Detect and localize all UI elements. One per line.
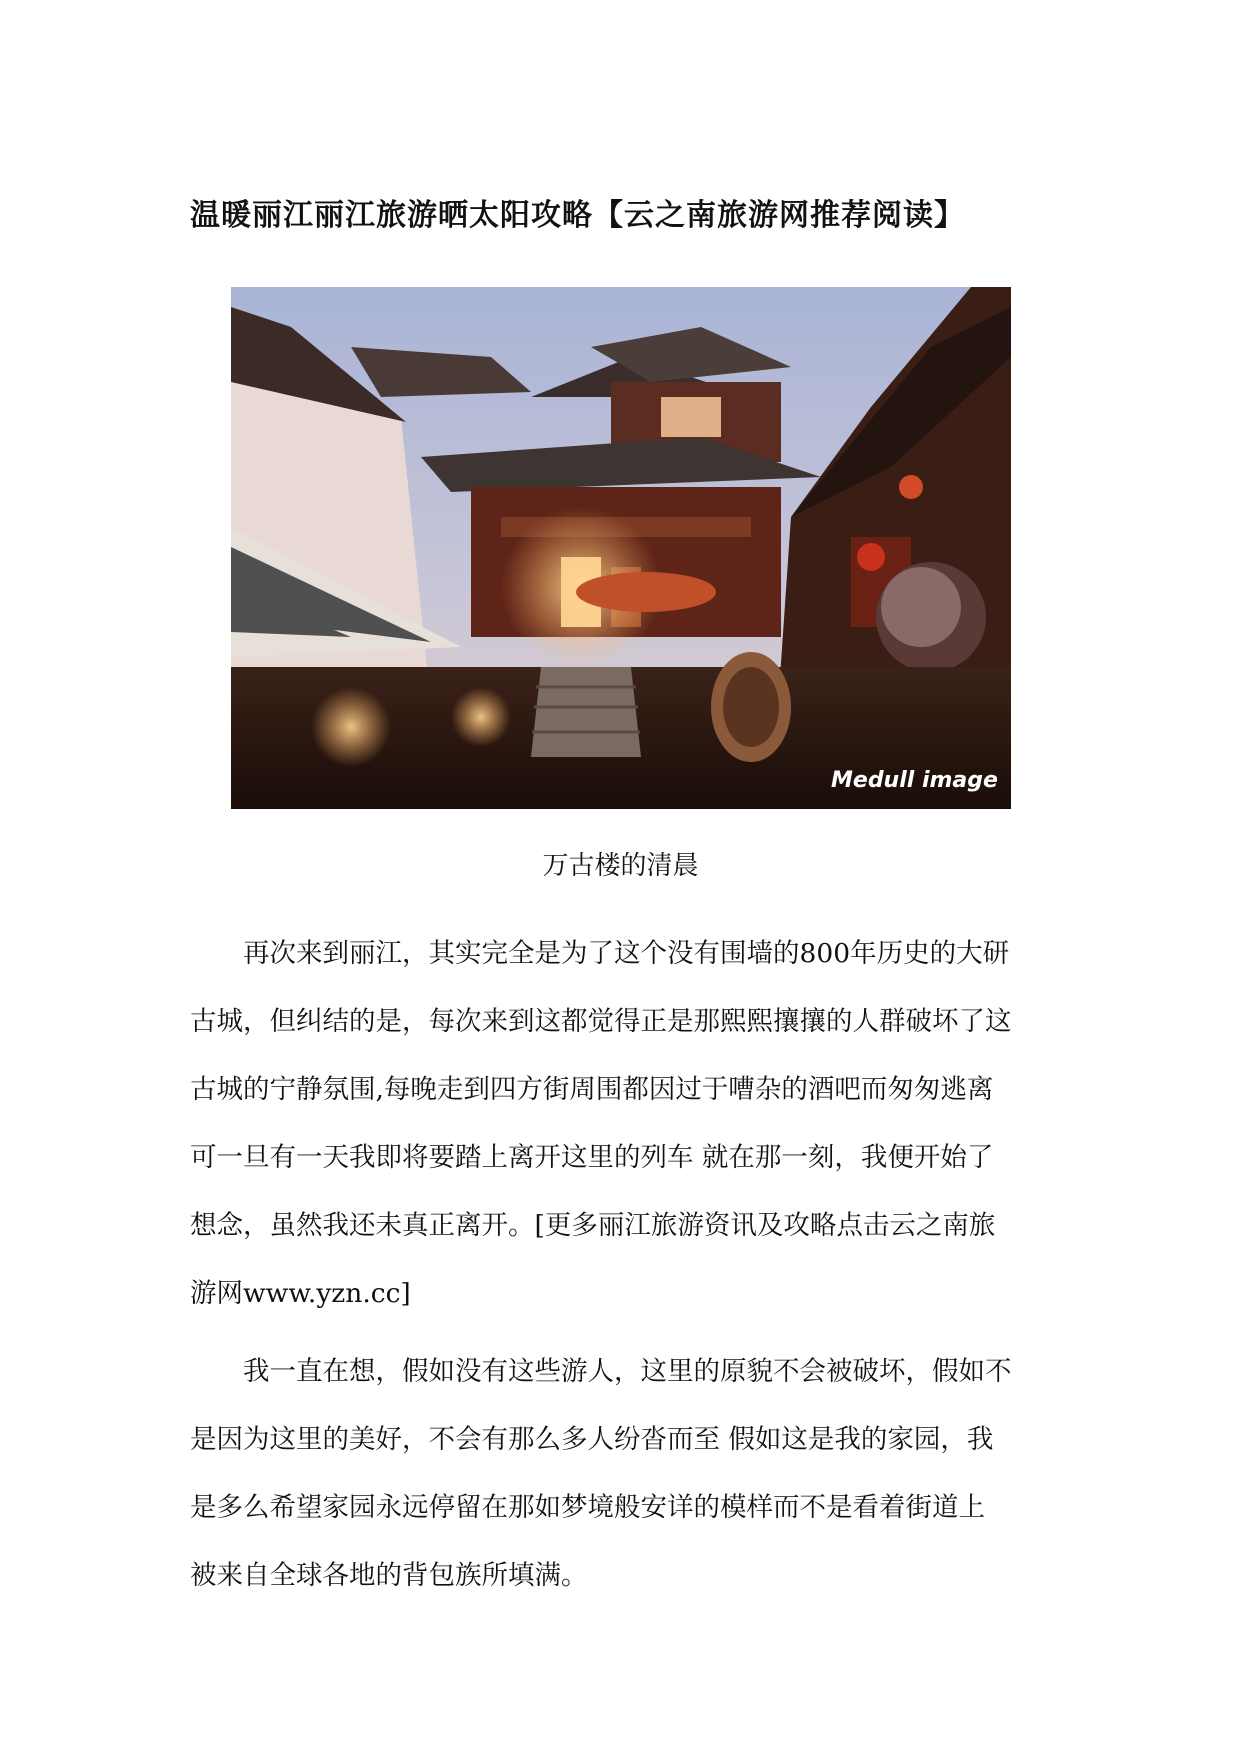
article-photo xyxy=(231,287,1011,809)
photo-watermark: Medull image xyxy=(831,768,998,793)
paragraph-line: 我一直在想，假如没有这些游人，这里的原貌不会被破坏，假如不 xyxy=(243,1356,1012,1387)
paragraph-2 xyxy=(190,1338,1080,1610)
paragraph-line: 古城，但纠结的是，每次来到这都觉得正是那熙熙攘攘的人群破坏了这 xyxy=(190,1006,1012,1037)
paragraph-line: 游网www.yzn.cc] xyxy=(190,1278,411,1309)
image-caption: 万古楼的清晨 xyxy=(542,851,699,881)
paragraph-line: 可一旦有一天我即将要踏上离开这里的列车 就在那一刻，我便开始了 xyxy=(190,1142,994,1173)
paragraph-line: 想念，虽然我还未真正离开。[更多丽江旅游资讯及攻略点击云之南旅 xyxy=(190,1210,996,1241)
paragraph-line: 古城的宁静氛围,每晚走到四方街周围都因过于嘈杂的酒吧而匆匆逃离 xyxy=(190,1074,994,1105)
paragraph-line: 再次来到丽江，其实完全是为了这个没有围墙的800年历史的大研 xyxy=(243,938,1010,969)
page-title: 温暖丽江丽江旅游晒太阳攻略【云之南旅游网推荐阅读】 xyxy=(190,198,965,233)
paragraph-line: 是因为这里的美好，不会有那么多人纷沓而至 假如这是我的家园，我 xyxy=(190,1424,994,1455)
paragraph-line: 是多么希望家园永远停留在那如梦境般安详的模样而不是看着街道上 xyxy=(190,1492,985,1523)
paragraph-line: 被来自全球各地的背包族所填满。 xyxy=(190,1560,588,1591)
paragraph-1 xyxy=(190,920,1080,1328)
